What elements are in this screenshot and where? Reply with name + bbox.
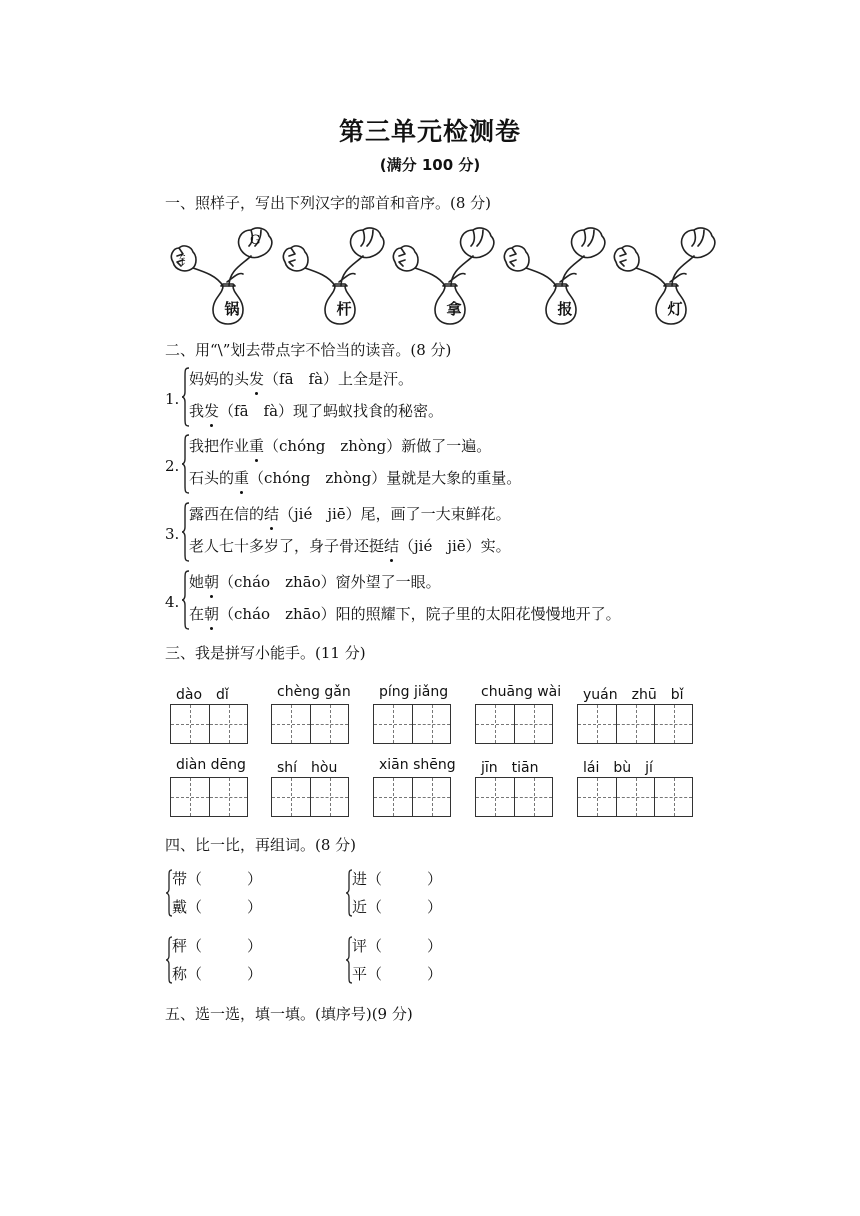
sentence-text: 石头的 [189, 469, 235, 487]
example-letter: G [250, 233, 261, 248]
dotted-character: 结 [384, 537, 400, 555]
word-blank[interactable]: 近（ ） [352, 898, 443, 916]
pinyin-label: xiān shēng [379, 757, 456, 773]
writing-grid[interactable] [577, 704, 693, 744]
compare-pair [345, 935, 485, 985]
writing-cell[interactable] [514, 705, 552, 743]
section-2-heading: 二、用“\”划去带点字不恰当的读音。(8 分) [165, 341, 452, 359]
word-blank[interactable]: 平（ ） [352, 965, 443, 983]
writing-grid[interactable] [475, 704, 553, 744]
writing-grid[interactable] [271, 704, 349, 744]
reading-item [165, 366, 725, 430]
dotted-character: 发 [204, 402, 220, 420]
sentence-line [189, 368, 413, 389]
writing-cell[interactable] [310, 705, 348, 743]
writing-cell[interactable] [476, 778, 514, 816]
item-number: 2. [165, 457, 180, 475]
sentence-text: （cháo zhāo）阳的照耀下，院子里的太阳花慢慢地开了。 [219, 605, 621, 623]
sentence-text: （fā fà）上全是汗。 [264, 370, 414, 388]
writing-grid[interactable] [373, 777, 451, 817]
pinyin-label: chèng gǎn [277, 684, 351, 700]
reading-item [165, 433, 725, 497]
dotted-character: 发 [249, 370, 265, 388]
sentence-line [189, 571, 441, 592]
reading-item [165, 569, 725, 633]
writing-cell[interactable] [476, 705, 514, 743]
sentence-text: （jié jiē）尾，画了一大束鲜花。 [279, 505, 511, 523]
sentence-line [189, 603, 621, 624]
example-radical: 钅 [179, 254, 193, 269]
reading-item [165, 501, 725, 565]
word-blank[interactable]: 称（ ） [172, 965, 263, 983]
writing-cell[interactable] [654, 705, 692, 743]
sentence-line [189, 400, 443, 421]
section-5-heading: 五、选一选，填一填。(填序号)(9 分) [165, 1005, 413, 1023]
sentence-text: （chóng zhòng）新做了一遍。 [264, 437, 492, 455]
writing-grid[interactable] [170, 704, 248, 744]
item-number: 4. [165, 593, 180, 611]
writing-cell[interactable] [374, 778, 412, 816]
item-number: 1. [165, 390, 180, 408]
writing-cell[interactable] [616, 705, 654, 743]
writing-cell[interactable] [412, 778, 450, 816]
section-1-heading: 一、照样子，写出下列汉字的部首和音序。(8 分) [165, 194, 492, 212]
writing-cell[interactable] [209, 705, 247, 743]
writing-cell[interactable] [272, 778, 310, 816]
writing-cell[interactable] [578, 705, 616, 743]
writing-cell[interactable] [310, 778, 348, 816]
vase-character: 锅 [224, 300, 240, 318]
compare-pair [165, 935, 305, 985]
vase-character: 杆 [336, 300, 352, 318]
pinyin-label: yuán zhū bǐ [583, 687, 684, 703]
writing-grid[interactable] [170, 777, 248, 817]
vase-character: 拿 [446, 300, 462, 318]
page-title: 第三单元检测卷 [338, 117, 521, 146]
pinyin-label: chuāng wài [481, 684, 562, 700]
section-3-heading: 三、我是拼写小能手。(11 分) [165, 644, 366, 662]
writing-cell[interactable] [209, 778, 247, 816]
word-blank[interactable]: 秤（ ） [172, 937, 263, 955]
pinyin-label: dào dǐ [176, 687, 229, 703]
vase-item [498, 222, 610, 327]
word-blank[interactable]: 带（ ） [172, 870, 263, 888]
vase-character: 报 [557, 300, 573, 318]
sentence-text: 她 [189, 573, 205, 591]
dotted-character: 朝 [204, 573, 220, 591]
pinyin-label: diàn dēng [176, 757, 246, 773]
writing-cell[interactable] [412, 705, 450, 743]
word-blank[interactable]: 戴（ ） [172, 898, 263, 916]
compare-pair [345, 868, 485, 918]
writing-cell[interactable] [616, 778, 654, 816]
dotted-character: 重 [249, 437, 265, 455]
vase-row [165, 222, 725, 327]
sentence-text: （chóng zhòng）量就是大象的重量。 [249, 469, 522, 487]
compare-pair [165, 868, 305, 918]
sentence-text: 露西在信的 [189, 505, 265, 523]
sentence-text: 老人七十多岁了，身子骨还挺 [189, 537, 385, 555]
sentence-line [189, 503, 511, 524]
sentence-text: 在 [189, 605, 205, 623]
writing-grid[interactable] [271, 777, 349, 817]
sentence-text: 妈妈的头 [189, 370, 250, 388]
vase-item [277, 222, 389, 327]
pinyin-label: píng jiǎng [379, 684, 449, 700]
writing-cell[interactable] [272, 705, 310, 743]
pinyin-label: shí hòu [277, 760, 338, 776]
vase-character: 灯 [667, 300, 683, 318]
pinyin-label: lái bù jí [583, 760, 653, 776]
dotted-character: 朝 [204, 605, 220, 623]
sentence-text: 我把作业 [189, 437, 250, 455]
writing-cell[interactable] [514, 778, 552, 816]
sentence-text: （cháo zhāo）窗外望了一眼。 [219, 573, 441, 591]
vase-item [608, 222, 720, 327]
writing-cell[interactable] [578, 778, 616, 816]
sentence-line [189, 535, 511, 556]
sentence-line [189, 435, 491, 456]
writing-cell[interactable] [374, 705, 412, 743]
writing-grid[interactable] [577, 777, 693, 817]
dotted-character: 结 [264, 505, 280, 523]
sentence-text: 我 [189, 402, 205, 420]
vase-item [387, 222, 499, 327]
sentence-text: （jié jiē）实。 [399, 537, 511, 555]
writing-grid[interactable] [373, 704, 451, 744]
page-subtitle: (满分 100 分) [379, 156, 481, 174]
word-blank[interactable]: 评（ ） [352, 937, 443, 955]
sentence-line [189, 467, 521, 488]
pinyin-label: jīn tiān [481, 760, 539, 776]
item-number: 3. [165, 525, 180, 543]
section-4-heading: 四、比一比，再组词。(8 分) [165, 836, 357, 854]
dotted-character: 重 [234, 469, 250, 487]
writing-cell[interactable] [654, 778, 692, 816]
vase-item [165, 222, 277, 327]
sentence-text: （fā fà）现了蚂蚁找食的秘密。 [219, 402, 444, 420]
writing-grid[interactable] [475, 777, 553, 817]
word-blank[interactable]: 进（ ） [352, 870, 443, 888]
writing-cell[interactable] [171, 705, 209, 743]
writing-cell[interactable] [171, 778, 209, 816]
